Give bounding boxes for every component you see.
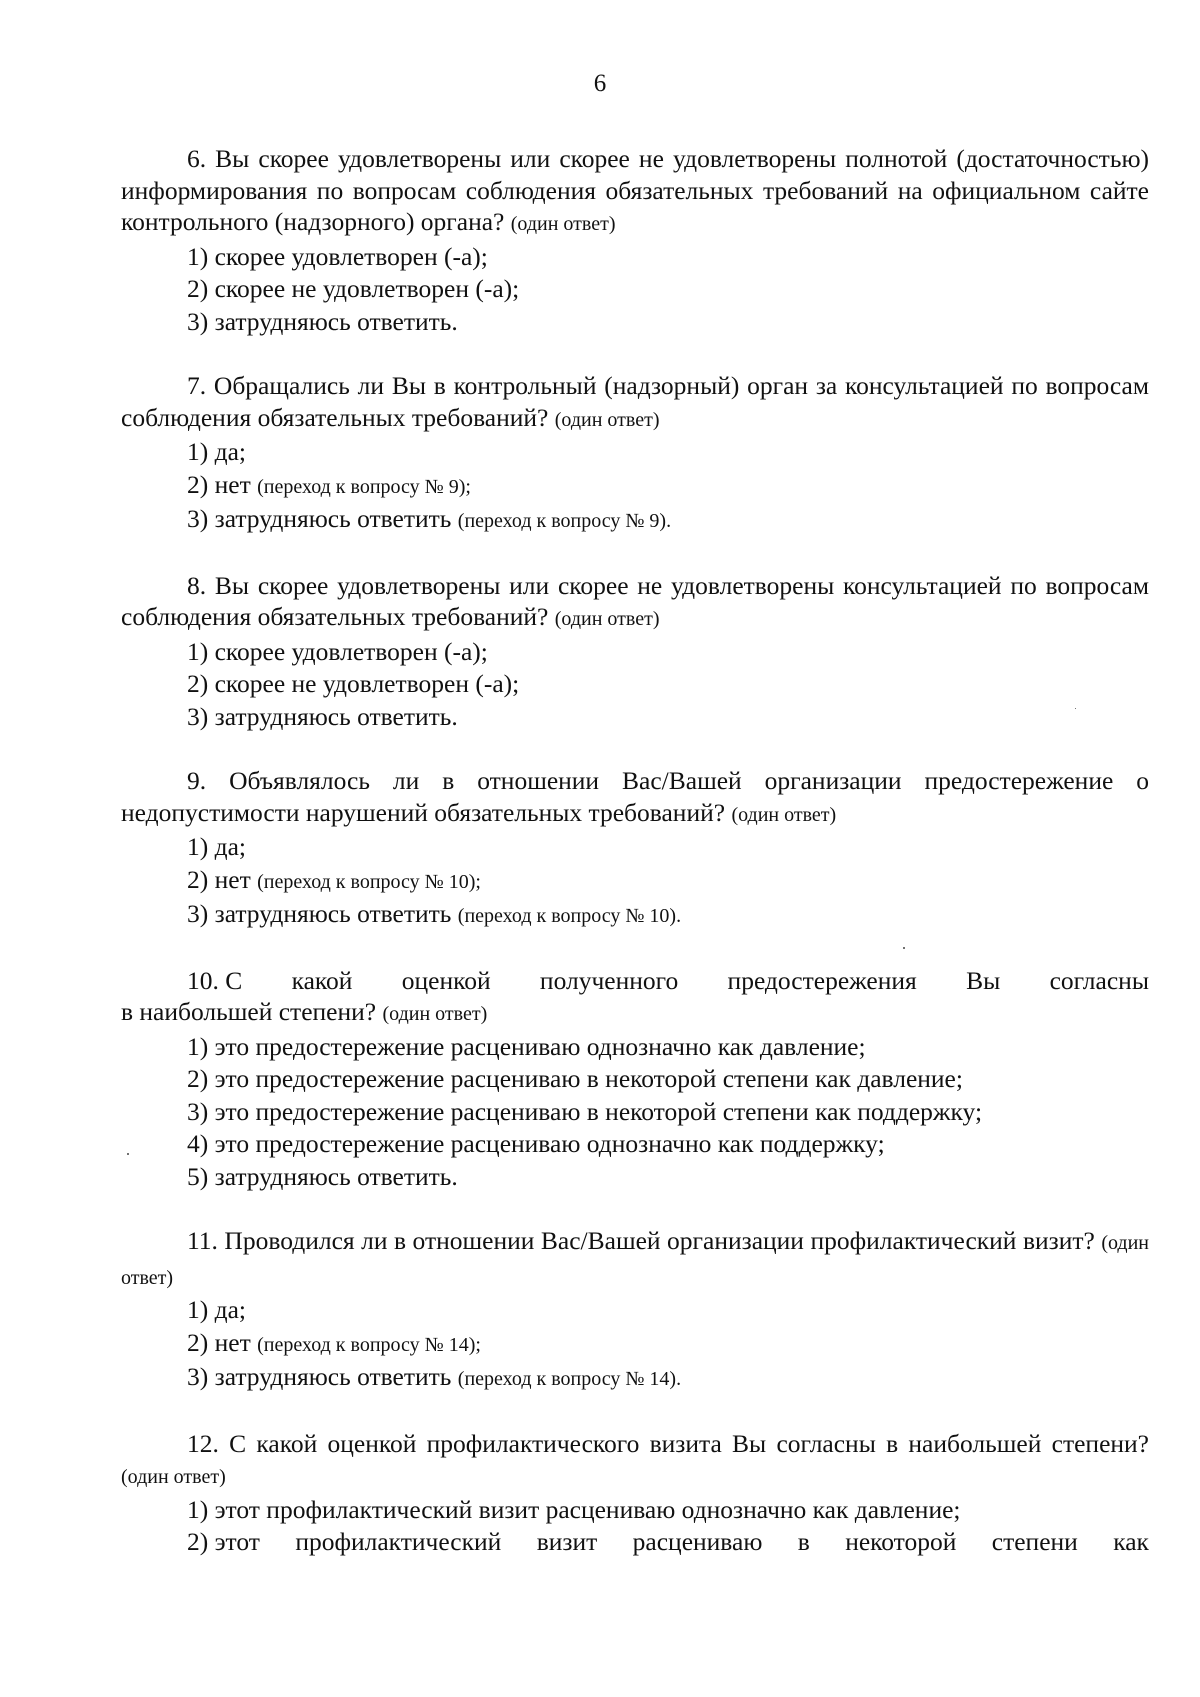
question-6-option-2: 2) скорее не удовлетворен (-а); [187, 274, 520, 303]
question-6-note: (один ответ) [510, 213, 616, 235]
question-7 [121, 370, 1149, 538]
question-8-option-1: 1) скорее удовлетворен (-а); [187, 636, 488, 666]
question-9-option-2 [121, 864, 1149, 899]
question-12-option-2-word: профилактический [295, 1527, 502, 1556]
question-8-option-2: 2) скорее не удовлетворен (-а); [187, 669, 520, 698]
question-12-text [121, 1428, 1149, 1494]
question-10-word: 10. С [187, 965, 243, 995]
question-6-text [121, 143, 1149, 241]
question-11-option-2-note: (переход к вопросу № 14); [257, 1333, 481, 1356]
question-7-option-2-label: 2) нет [187, 469, 251, 499]
question-7-body: 7. Обращались ли Вы в контрольный (надзорный) орган за консультацией по вопросам соблюдения обязательных требований? [121, 371, 1149, 432]
scan-speck [1075, 708, 1076, 709]
question-11-option-2-label: 2) нет [187, 1327, 251, 1357]
question-12-option-2-word: расцениваю [632, 1527, 763, 1556]
question-7-option-1: 1) да; [187, 437, 246, 466]
question-6 [121, 143, 1149, 338]
question-10-first-line [121, 965, 1149, 997]
question-7-note: (один ответ) [554, 408, 660, 431]
question-12 [121, 1428, 1149, 1559]
question-12-option-2 [121, 1526, 1149, 1559]
question-6-option-3: 3) затрудняюсь ответить. [187, 306, 458, 336]
question-9-option-3-note: (переход к вопросу № 10). [457, 905, 682, 927]
scan-speck [127, 1153, 129, 1155]
question-12-option-2-word: степени [991, 1527, 1078, 1556]
question-12-option-2-word: как [1113, 1527, 1149, 1556]
question-7-option-2 [121, 469, 1149, 504]
question-11-option-3-label: 3) затрудняюсь ответить [187, 1362, 452, 1391]
question-12-note: (один ответ) [121, 1466, 226, 1488]
question-7-option-3-note: (переход к вопросу № 9). [457, 510, 672, 532]
question-10-word: предостережения [727, 965, 917, 995]
question-8-option-3: 3) затрудняюсь ответить. [187, 701, 458, 731]
scan-speck [903, 947, 905, 949]
question-9-text [121, 765, 1149, 831]
question-10-second-line [121, 996, 1149, 1031]
question-12-option-2-word: в [797, 1527, 810, 1556]
question-10-word: Вы [966, 965, 1001, 995]
question-12-option-2-word: 2) этот [187, 1527, 260, 1556]
question-12-body: 12. С какой оценкой профилактического визита Вы согласны в наибольшей степени? [187, 1428, 1149, 1458]
question-11-option-3 [121, 1361, 1149, 1396]
question-7-option-2-note: (переход к вопросу № 9); [257, 475, 471, 498]
question-9-option-2-label: 2) нет [187, 864, 251, 894]
page-number: 6 [593, 70, 607, 97]
question-9-option-1: 1) да; [187, 832, 246, 861]
question-10-note: (один ответ) [382, 1003, 488, 1025]
question-7-option-3 [121, 503, 1149, 538]
question-9-body: 9. Объявлялось ли в отношении Вас/Вашей организации предостережение о недопустимости нарушений обязательных требований? [121, 766, 1149, 827]
question-9-option-3-label: 3) затрудняюсь ответить [187, 899, 452, 928]
question-11-body: 11. Проводился ли в отношении Вас/Вашей организации профилактический визит? [187, 1226, 1095, 1255]
question-10-word: полученного [539, 965, 679, 995]
question-11-option-3-note: (переход к вопросу № 14). [457, 1368, 682, 1390]
question-10 [121, 965, 1149, 1194]
question-8-body: 8. Вы скорее удовлетворены или скорее не удовлетворены консультацией по вопросам соблюдения обязательных требований? [121, 570, 1149, 631]
question-10-option-1: 1) это предостережение расцениваю однозначно как давление; [187, 1031, 866, 1061]
questionnaire [121, 143, 1149, 1591]
question-8 [121, 570, 1149, 734]
question-11 [121, 1225, 1149, 1396]
question-9 [121, 765, 1149, 933]
question-10-word: согласны [1049, 965, 1149, 995]
question-11-text [121, 1225, 1149, 1294]
question-8-note: (один ответ) [554, 608, 660, 630]
question-11-note: (один ответ) [121, 1232, 1149, 1289]
question-10-option-4: 4) это предостережение расцениваю однозначно как поддержку; [187, 1129, 885, 1158]
question-9-option-2-note: (переход к вопросу № 10); [257, 870, 481, 893]
question-10-option-2: 2) это предостережение расцениваю в некоторой степени как давление; [187, 1064, 963, 1093]
question-6-option-1: 1) скорее удовлетворен (-а); [187, 241, 488, 271]
question-10-word: какой [291, 965, 353, 995]
question-10-body-end: в наибольшей степени? [121, 997, 377, 1026]
question-8-text [121, 570, 1149, 636]
question-12-option-2-word: визит [536, 1527, 598, 1556]
question-7-option-3-label: 3) затрудняюсь ответить [187, 504, 452, 533]
question-7-text [121, 370, 1149, 436]
question-10-option-3: 3) это предостережение расцениваю в некоторой степени как поддержку; [187, 1096, 983, 1126]
question-10-word: оценкой [401, 965, 491, 995]
question-10-option-5: 5) затрудняюсь ответить. [187, 1161, 458, 1191]
question-6-body: 6. Вы скорее удовлетворены или скорее не удовлетворены полнотой (достаточностью) информирования по вопросам соблюдения обязательных требований на официальном сайте контрольного (надзорного) органа? [121, 144, 1149, 236]
question-9-note: (один ответ) [731, 803, 837, 826]
question-9-option-3 [121, 898, 1149, 933]
question-12-option-1: 1) этот профилактический визит расцениваю однозначно как давление; [187, 1494, 961, 1524]
question-11-option-1: 1) да; [187, 1295, 246, 1324]
question-12-option-2-word: некоторой [845, 1527, 957, 1556]
question-11-option-2 [121, 1327, 1149, 1362]
